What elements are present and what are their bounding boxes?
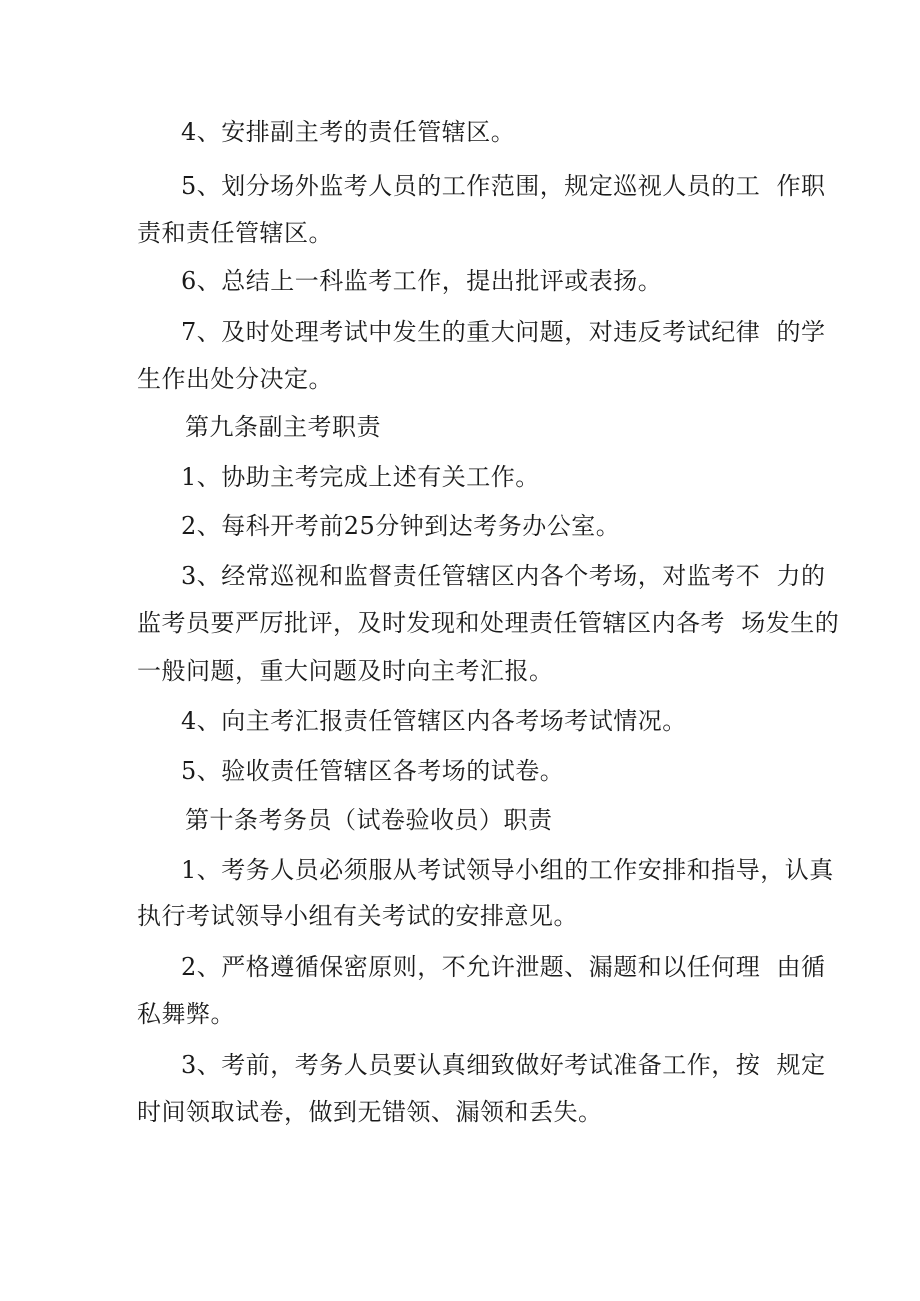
article-9-item-2: 2、每科开考前25分钟到达考务办公室。 — [181, 512, 621, 540]
item-7-text: 7、及时处理考试中发生的重大问题，对违反考试纪律 的学 — [181, 318, 826, 346]
article-10-item-1: 1、考务人员必须服从考试领导小组的工作安排和指导，认真 — [181, 856, 834, 884]
article-10-item-3: 3、考前，考务人员要认真细致做好考试准备工作，按 规定 — [181, 1051, 826, 1079]
article-9-item-3-cont-2: 一般问题，重大问题及时向主考汇报。 — [137, 657, 554, 685]
article-9-item-4: 4、向主考汇报责任管辖区内各考场考试情况。 — [181, 707, 687, 735]
item-5-text: 5、划分场外监考人员的工作范围，规定巡视人员的工 作职 — [181, 172, 826, 200]
article-9-item-3: 3、经常巡视和监督责任管辖区内各个考场，对监考不 力的 — [181, 562, 826, 590]
article-9-item-3-cont-1: 监考员要严厉批评，及时发现和处理责任管辖区内各考 场发生的 — [137, 609, 840, 637]
article-10-item-2: 2、严格遵循保密原则，不允许泄题、漏题和以任何理 由循 — [181, 953, 826, 981]
item-7-text-cont: 生作出处分决定。 — [137, 365, 333, 393]
article-10-item-3-cont: 时间领取试卷，做到无错领、漏领和丢失。 — [137, 1098, 603, 1126]
article-9-item-5: 5、验收责任管辖区各考场的试卷。 — [181, 757, 565, 785]
article-10-item-2-cont: 私舞弊。 — [137, 1000, 235, 1028]
item-5-text-cont: 责和责任管辖区。 — [137, 219, 333, 247]
section-heading-article-10: 第十条考务员（试卷验收员）职责 — [185, 806, 553, 834]
item-6-text: 6、总结上一科监考工作，提出批评或表扬。 — [181, 267, 663, 295]
section-heading-article-9: 第九条副主考职责 — [185, 413, 381, 441]
article-10-item-1-cont: 执行考试领导小组有关考试的安排意见。 — [137, 902, 578, 930]
article-9-item-1: 1、协助主考完成上述有关工作。 — [181, 463, 540, 491]
item-4-text: 4、安排副主考的责任管辖区。 — [181, 118, 516, 146]
